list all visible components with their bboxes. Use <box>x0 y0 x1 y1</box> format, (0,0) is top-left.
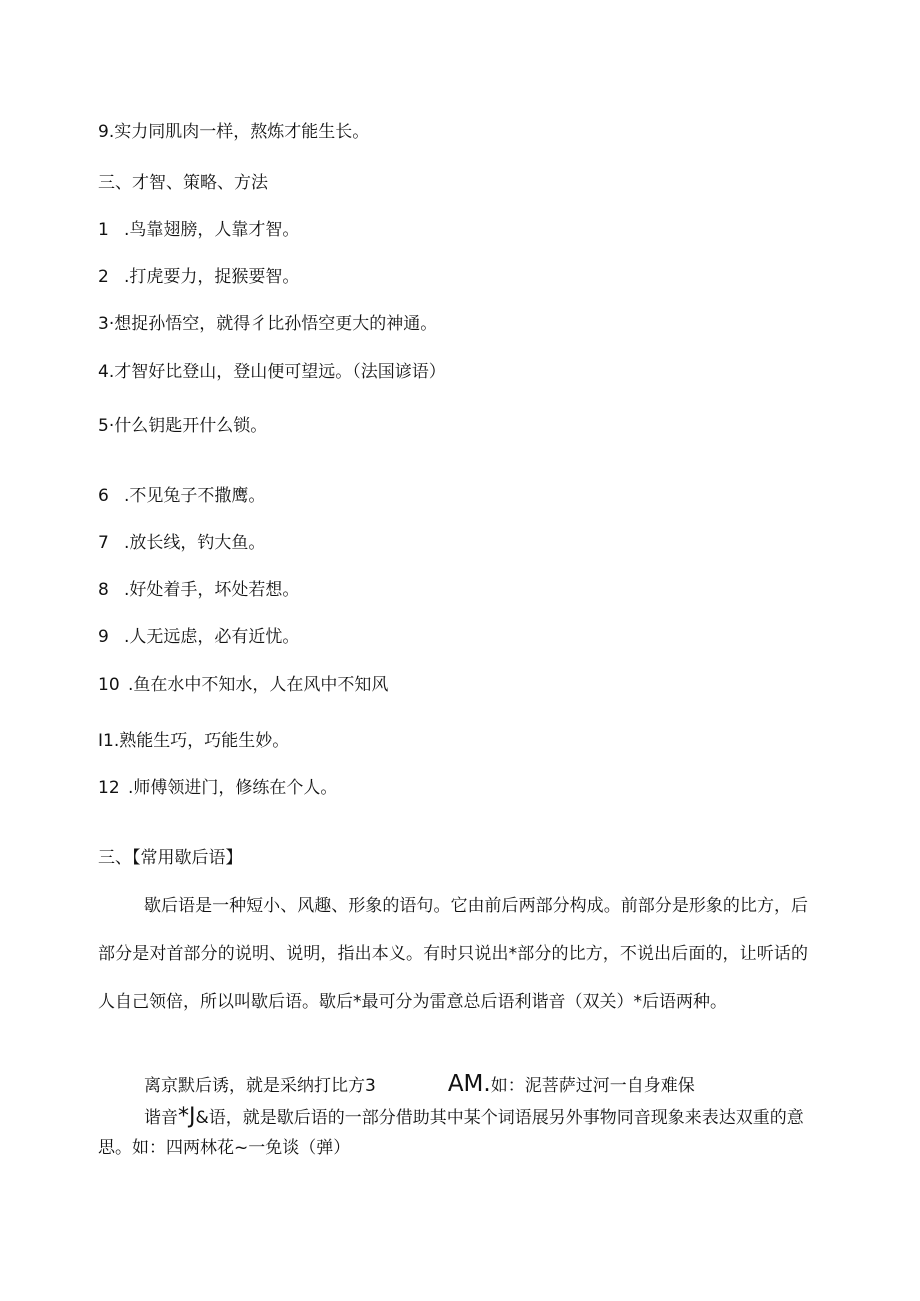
proverb-line-2: 2 .打虎要力，捉猴要智。 <box>98 267 300 287</box>
proverb-line-9a: 9.实力同肌肉一样，熬炼才能生长。 <box>98 122 370 142</box>
proverb-line-7: 7 .放长线，钓大鱼。 <box>98 533 266 553</box>
proverb-line-1: 1 .鸟靠翅膀，人靠才智。 <box>98 220 300 240</box>
proverb-line-10: 10 .鱼在水中不知水，人在风中不知风 <box>98 675 389 695</box>
proverb-line-12: 12 .师傅领进门，修练在个人。 <box>98 778 338 798</box>
section-heading-wisdom: 三、才智、策略、方法 <box>98 173 268 193</box>
body-paragraph: 歇后语是一种短小、风趣、形象的语句。它由前后两部分构成。前部分是形象的比方，后部分是对首部分的说明、说明，指出本义。有时只说出*部分的比方，不说出后面的，让听话的人自己领倍，所以叫歇后语。歇后*最可分为雷意总后语利谐音（双关）*后语两种。 <box>98 896 808 1012</box>
proverb-line-3: 3·想捉孙悟空，就得彳比孙悟空更大的神通。 <box>98 314 438 334</box>
proverb-line-9: 9 .人无远虑，必有近忧。 <box>98 627 300 647</box>
section-heading-xiehouyu: 三、【常用歇后语】 <box>98 848 243 868</box>
example-line: 离京默后诱，就是采纳打比方3 AM.如：泥菩萨过河一自身难保 <box>144 1071 695 1097</box>
proverb-line-11: I1.熟能生巧，巧能生妙。 <box>98 731 290 751</box>
proverb-line-4: 4.才智好比登山，登山便可望远。（法国谚语） <box>98 362 446 382</box>
body-paragraph-homophone: 谐音*J&语，就是歇后语的一部分借助其中某个词语展另外事物同音现象来表达双重的意思。如：四两林花~一免谈（弹） <box>98 1104 804 1158</box>
proverb-line-8: 8 .好处着手，坏处若想。 <box>98 580 300 600</box>
proverb-line-5: 5·什么钥匙开什么锁。 <box>98 416 268 436</box>
proverb-line-6: 6 .不见兔子不撒鹰。 <box>98 486 266 506</box>
